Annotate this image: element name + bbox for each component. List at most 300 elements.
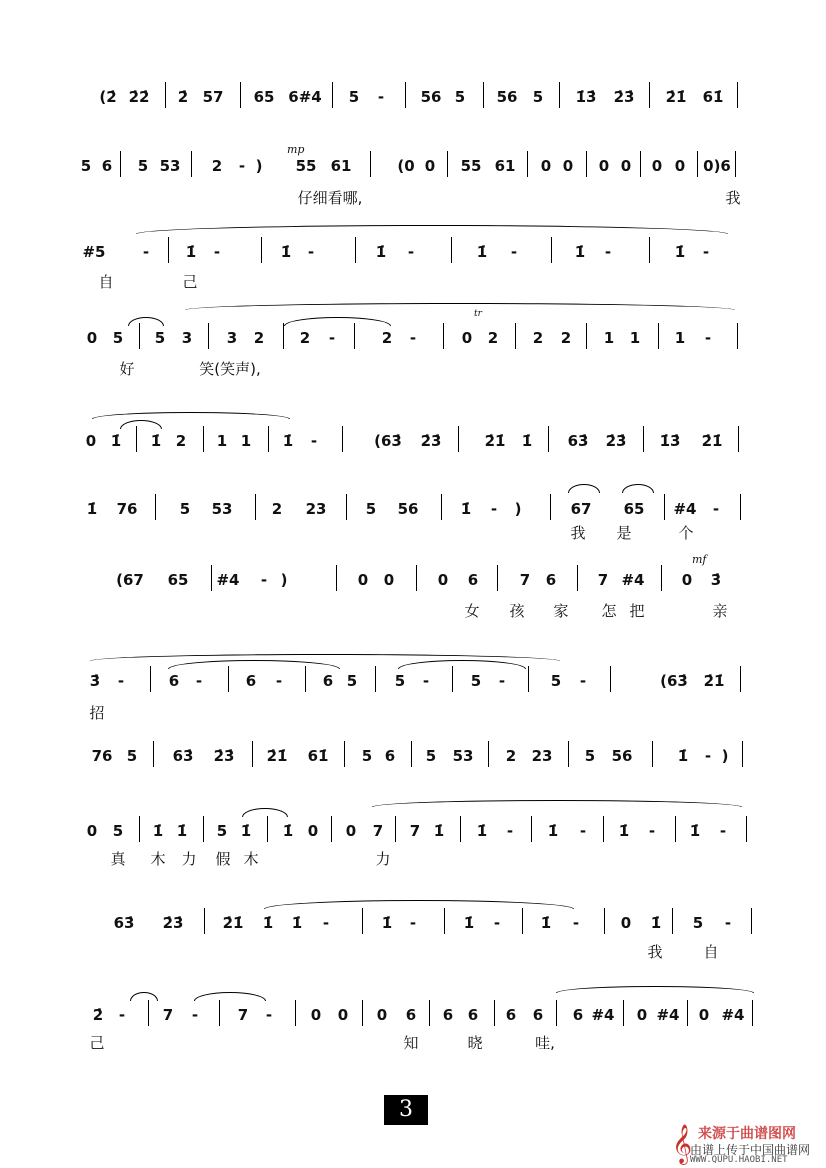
note: 1̇	[677, 747, 689, 765]
barline	[740, 666, 741, 692]
note: -	[142, 243, 150, 261]
barline	[405, 82, 406, 108]
barline	[687, 1000, 688, 1026]
note: 2̇3̇	[420, 432, 442, 450]
barline	[204, 908, 205, 934]
note: 5	[532, 88, 544, 106]
note: 1̇3̇	[575, 88, 597, 106]
note: 61̇	[702, 88, 724, 106]
note: 65	[253, 88, 275, 106]
lyric: 我	[570, 524, 586, 542]
note: 5	[137, 157, 149, 175]
note: 2	[560, 329, 572, 347]
barline	[136, 426, 137, 452]
barline	[255, 494, 256, 520]
barline	[531, 816, 532, 842]
note: 1̇	[185, 243, 197, 261]
barline	[735, 151, 736, 177]
note: 56	[420, 88, 442, 106]
barline	[354, 323, 355, 349]
note: -	[724, 914, 732, 932]
lyric: 我	[725, 189, 741, 207]
note: 1̇	[282, 432, 294, 450]
note: 1̇	[240, 822, 252, 840]
note: 7	[519, 571, 531, 589]
barline	[261, 237, 262, 263]
note: )	[280, 571, 288, 589]
note: 0	[636, 1006, 648, 1024]
note: 3	[226, 329, 238, 347]
note: 65	[623, 500, 645, 518]
barline	[208, 323, 209, 349]
note: -	[604, 243, 612, 261]
note: (2̇	[99, 88, 117, 106]
barline	[344, 741, 345, 767]
barline	[643, 426, 644, 452]
note: 1̇	[110, 432, 122, 450]
note: 0	[620, 157, 632, 175]
barline	[746, 816, 747, 842]
barline	[444, 908, 445, 934]
note: 1̇	[86, 500, 98, 518]
barline	[370, 151, 371, 177]
barline	[672, 908, 673, 934]
note: 1	[629, 329, 641, 347]
note: 6	[467, 571, 479, 589]
note: 3̇	[89, 672, 101, 690]
note: #4	[621, 571, 645, 589]
note: 5	[154, 329, 166, 347]
lyric: 笑(笑声),	[199, 360, 261, 378]
note: 2̇1̇	[266, 747, 288, 765]
note: 7	[237, 1006, 249, 1024]
note: 2̇1̇	[665, 88, 687, 106]
barline	[240, 82, 241, 108]
note: (63̇	[374, 432, 402, 450]
note: -	[310, 432, 318, 450]
barline	[551, 237, 552, 263]
barline	[451, 237, 452, 263]
barline	[586, 151, 587, 177]
slur	[264, 900, 574, 909]
note: 2	[175, 432, 187, 450]
note: (67	[116, 571, 144, 589]
note: -	[572, 914, 580, 932]
lyric: 假	[215, 850, 231, 868]
barline	[429, 1000, 430, 1026]
lyric: 力	[375, 850, 391, 868]
note: 56	[496, 88, 518, 106]
note: 1	[216, 432, 228, 450]
note: 2̇3̇	[162, 914, 184, 932]
note: 61	[330, 157, 352, 175]
note: 76	[91, 747, 113, 765]
barline	[623, 1000, 624, 1026]
barline	[610, 666, 611, 692]
barline	[191, 151, 192, 177]
note: -	[117, 672, 125, 690]
note: -	[275, 672, 283, 690]
slur	[622, 484, 654, 493]
note: 56	[397, 500, 419, 518]
watermark-line3: WWW.QUPU.HAOBI.NET	[690, 1155, 788, 1165]
barline	[658, 323, 659, 349]
note: 0	[562, 157, 574, 175]
note: 2	[532, 329, 544, 347]
note: 2̇1̇	[222, 914, 244, 932]
note: 2̇1̇	[484, 432, 506, 450]
note: 1̇	[547, 822, 559, 840]
barline	[139, 816, 140, 842]
note: 0	[86, 822, 98, 840]
lyric: 好	[119, 360, 135, 378]
note: 55	[295, 157, 317, 175]
note: 0)6	[703, 157, 731, 175]
note: 5	[216, 822, 228, 840]
note: 0	[651, 157, 663, 175]
note: -	[409, 329, 417, 347]
note: 61̇	[307, 747, 329, 765]
note: 1̇	[674, 243, 686, 261]
lyric: 是	[616, 524, 632, 542]
barline	[497, 565, 498, 591]
note: 5	[346, 672, 358, 690]
note: 6	[467, 1006, 479, 1024]
note: 1̇	[152, 822, 164, 840]
note: 5	[470, 672, 482, 690]
barline	[586, 323, 587, 349]
barline	[331, 816, 332, 842]
note: -	[704, 329, 712, 347]
note: 1̇	[574, 243, 586, 261]
barline	[168, 237, 169, 263]
note: 2̇3̇	[613, 88, 635, 106]
barline	[395, 816, 396, 842]
note: 7	[162, 1006, 174, 1024]
note: -	[712, 500, 720, 518]
note: -	[238, 157, 246, 175]
barline	[203, 426, 204, 452]
lyric: 仔细看哪,	[297, 189, 363, 207]
barline	[460, 816, 461, 842]
note: 2̇2̇	[128, 88, 150, 106]
note: -	[506, 822, 514, 840]
barline	[148, 1000, 149, 1026]
barline	[738, 426, 739, 452]
barline	[649, 82, 650, 108]
note: 57	[202, 88, 224, 106]
note: 6	[245, 672, 257, 690]
note: 6	[384, 747, 396, 765]
barline	[267, 816, 268, 842]
note: #5	[82, 243, 106, 261]
barline	[295, 1000, 296, 1026]
lyric: 力	[181, 850, 197, 868]
note: -	[191, 1006, 199, 1024]
note: 6	[572, 1006, 584, 1024]
barline	[336, 565, 337, 591]
note: 7	[409, 822, 421, 840]
slur	[398, 660, 526, 669]
barline	[153, 741, 154, 767]
note: 6	[168, 672, 180, 690]
barline	[443, 323, 444, 349]
note: 6	[101, 157, 113, 175]
note: 56	[611, 747, 633, 765]
lyric: 女	[464, 602, 480, 620]
note: )	[255, 157, 263, 175]
note: 2̇1̇	[701, 432, 723, 450]
note: 1̇	[150, 432, 162, 450]
note: 5	[394, 672, 406, 690]
barline	[441, 494, 442, 520]
note: 0	[383, 571, 395, 589]
note: (63̇	[660, 672, 688, 690]
note: 3̇	[710, 571, 722, 589]
dynamic-mf: mf	[692, 553, 707, 566]
note: 1̇	[463, 914, 475, 932]
note: 1̇	[650, 914, 662, 932]
barline	[737, 82, 738, 108]
note: -	[409, 914, 417, 932]
note: 1̇	[476, 822, 488, 840]
page-number: 3	[384, 1095, 428, 1125]
note: 2	[299, 329, 311, 347]
barline	[252, 741, 253, 767]
lyric: 我	[647, 943, 663, 961]
note: 63̇	[567, 432, 589, 450]
note: 5	[126, 747, 138, 765]
lyric: 家	[553, 602, 569, 620]
note: 5	[692, 914, 704, 932]
dynamic-mp: mp	[287, 143, 305, 156]
barline	[488, 741, 489, 767]
note: -	[195, 672, 203, 690]
note: 2	[505, 747, 517, 765]
lyric: 真	[110, 850, 126, 868]
lyric: 己	[182, 273, 198, 291]
note: 1̇	[282, 822, 294, 840]
barline	[751, 908, 752, 934]
note: 5	[454, 88, 466, 106]
lyric: 哇,	[535, 1034, 555, 1052]
note: 1̇	[433, 822, 445, 840]
barline	[483, 82, 484, 108]
note: 0	[540, 157, 552, 175]
barline	[362, 908, 363, 934]
lyric: 自	[98, 273, 114, 291]
note: 1̇	[476, 243, 488, 261]
note: 1̇	[521, 432, 533, 450]
note: 1	[603, 329, 615, 347]
slur	[242, 808, 288, 817]
barline	[568, 741, 569, 767]
note: 1̇	[618, 822, 630, 840]
lyric: 知	[403, 1034, 419, 1052]
note: -	[719, 822, 727, 840]
note: -	[493, 914, 501, 932]
slur	[130, 992, 158, 1001]
note: 1̇	[262, 914, 274, 932]
barline	[664, 494, 665, 520]
note: 5	[80, 157, 92, 175]
note: 5	[179, 500, 191, 518]
watermark-line1: 来源于曲谱图网	[698, 1126, 796, 1142]
note: -	[579, 672, 587, 690]
note: 2̇	[177, 88, 189, 106]
barline	[649, 237, 650, 263]
barline	[362, 1000, 363, 1026]
note: 3	[181, 329, 193, 347]
note: -	[322, 914, 330, 932]
note: 2	[211, 157, 223, 175]
treble-clef-icon: 𝄞	[671, 1124, 693, 1164]
note: 2̇3̇	[213, 747, 235, 765]
lyric: 把	[629, 602, 645, 620]
lyric: 个	[678, 524, 694, 542]
note: 1̇	[291, 914, 303, 932]
note: 6	[405, 1006, 417, 1024]
note: -	[307, 243, 315, 261]
barline	[268, 426, 269, 452]
barline	[332, 82, 333, 108]
note: 0	[337, 1006, 349, 1024]
barline	[355, 237, 356, 263]
note: 23	[531, 747, 553, 765]
note: -	[648, 822, 656, 840]
watermark	[668, 1121, 826, 1168]
note: 0	[598, 157, 610, 175]
note: 67	[570, 500, 592, 518]
note: 0	[310, 1006, 322, 1024]
barline	[150, 666, 151, 692]
barline	[522, 908, 523, 934]
note: -	[407, 243, 415, 261]
note: 2	[381, 329, 393, 347]
note: 2̇3̇	[605, 432, 627, 450]
note: -	[422, 672, 430, 690]
note: 63̇	[172, 747, 194, 765]
note: -	[265, 1006, 273, 1024]
barline	[556, 1000, 557, 1026]
barline	[458, 426, 459, 452]
note: 0	[86, 329, 98, 347]
slur	[168, 660, 340, 669]
barline	[528, 666, 529, 692]
note: #4	[721, 1006, 745, 1024]
note: 61	[494, 157, 516, 175]
note: 1̇	[460, 500, 472, 518]
barline	[737, 323, 738, 349]
note: -	[213, 243, 221, 261]
note: 7	[597, 571, 609, 589]
note: #4	[673, 500, 697, 518]
barline	[283, 323, 284, 349]
note: 1̇3̇	[659, 432, 681, 450]
note: 6#4	[288, 88, 322, 106]
lyric: 自	[703, 943, 719, 961]
watermark-line2: 由谱上传于中国曲谱网	[690, 1143, 811, 1157]
note: )	[721, 747, 729, 765]
note: 0	[620, 914, 632, 932]
note: -	[510, 243, 518, 261]
barline	[515, 323, 516, 349]
note: 0	[376, 1006, 388, 1024]
note: 5	[550, 672, 562, 690]
slur	[128, 317, 164, 326]
barline	[416, 565, 417, 591]
note: 0	[424, 157, 436, 175]
note: 2	[271, 500, 283, 518]
barline	[548, 426, 549, 452]
note: 53	[452, 747, 474, 765]
note: #4	[656, 1006, 680, 1024]
lyric: 招	[89, 704, 105, 722]
note: 0	[345, 822, 357, 840]
barline	[375, 666, 376, 692]
barline	[342, 426, 343, 452]
note: 5	[361, 747, 373, 765]
barline	[697, 151, 698, 177]
barline	[494, 1000, 495, 1026]
note: 1	[674, 329, 686, 347]
slur	[136, 225, 728, 234]
note: 6	[322, 672, 334, 690]
barline	[165, 82, 166, 108]
lyric: 怎	[601, 602, 617, 620]
note: 5	[584, 747, 596, 765]
note: (0	[397, 157, 415, 175]
note: -	[328, 329, 336, 347]
note: 5	[348, 88, 360, 106]
slur	[568, 484, 600, 493]
note: 7	[372, 822, 384, 840]
lyric: 木	[243, 850, 259, 868]
note: 0	[461, 329, 473, 347]
note: -	[260, 571, 268, 589]
barline	[228, 666, 229, 692]
note: 0	[674, 157, 686, 175]
note: -	[377, 88, 385, 106]
barline	[640, 151, 641, 177]
barline	[652, 741, 653, 767]
note: 0	[307, 822, 319, 840]
note: 1̇	[381, 914, 393, 932]
barline	[675, 816, 676, 842]
barline	[527, 151, 528, 177]
note: 63̇	[113, 914, 135, 932]
note: 65	[167, 571, 189, 589]
note: 5	[112, 822, 124, 840]
note: #4	[216, 571, 240, 589]
slur	[284, 317, 391, 326]
barline	[550, 494, 551, 520]
slur	[372, 800, 742, 807]
note: #4	[591, 1006, 615, 1024]
note: 1̇	[280, 243, 292, 261]
barline	[305, 666, 306, 692]
barline	[603, 816, 604, 842]
note: 6	[532, 1006, 544, 1024]
note: 1̇	[375, 243, 387, 261]
slur	[556, 986, 754, 993]
note: 2	[253, 329, 265, 347]
note: 23	[305, 500, 327, 518]
note: 2	[487, 329, 499, 347]
barline	[740, 494, 741, 520]
lyric: 亲	[712, 602, 728, 620]
barline	[577, 565, 578, 591]
